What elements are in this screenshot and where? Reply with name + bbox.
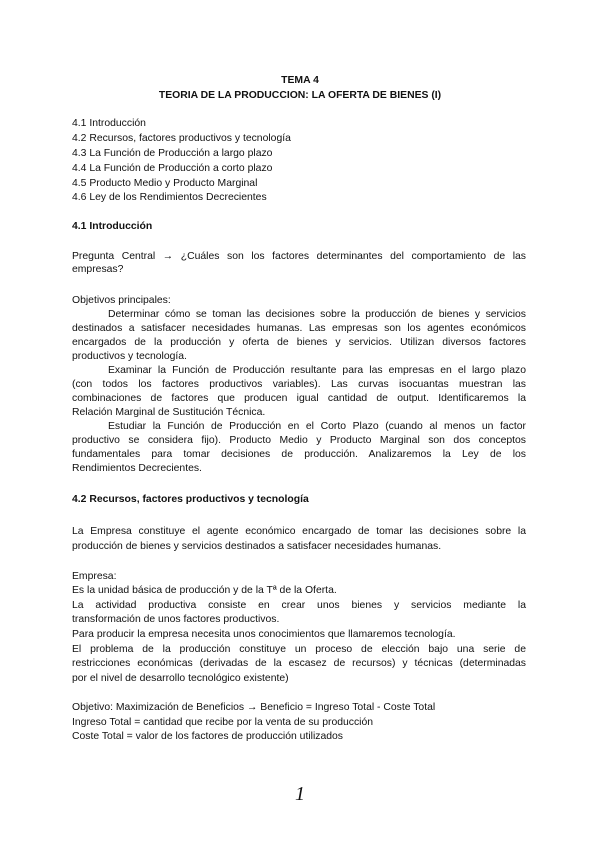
empresa-label: Empresa:	[72, 571, 117, 582]
toc-item: 4.1 Introducción	[72, 118, 146, 129]
empresa-line: La actividad productiva consiste en crear unos bienes y servicios mediante la	[72, 600, 526, 611]
tema-label: TEMA 4	[281, 75, 319, 86]
paragraph-line: (con todos los factores productivos variables). Las curvas isocuantas muestran las	[72, 379, 526, 390]
paragraph-line: Rendimientos Decrecientes.	[72, 463, 202, 474]
empresa-line: Es la unidad básica de producción y de la Tª de la Oferta.	[72, 585, 337, 596]
empresa-line: El problema de la producción constituye un proceso de elección bajo una serie de	[72, 644, 526, 655]
pregunta-line: Pregunta Central → ¿Cuáles son los factores determinantes del comportamiento de las	[72, 251, 526, 262]
objetivo-line: Objetivo: Maximización de Beneficios → Beneficio = Ingreso Total - Coste Total	[72, 702, 436, 713]
empresa-line: por el nivel de desarrollo tecnológico existente)	[72, 673, 289, 684]
paragraph-line: Estudiar la Función de Producción en el Corto Plazo (cuando al menos un factor	[108, 421, 526, 432]
paragraph-line: productivos y tecnología.	[72, 351, 187, 362]
toc-item: 4.4 La Función de Producción a corto plazo	[72, 163, 273, 174]
objetivo-line: Coste Total = valor de los factores de producción utilizados	[72, 731, 343, 742]
paragraph-line: productivo se considera fijo). Producto Medio y Producto Marginal son dos conceptos	[72, 435, 526, 446]
section-heading-recursos: 4.2 Recursos, factores productivos y tecnología	[72, 494, 309, 505]
empresa-def-line: producción de bienes y servicios destinados a satisfacer necesidades humanas.	[72, 541, 442, 552]
paragraph-line: Relación Marginal de Sustitución Técnica.	[72, 407, 266, 418]
page-number: 1	[295, 783, 305, 805]
toc-item: 4.3 La Función de Producción a largo plazo	[72, 148, 273, 159]
empresa-def-line: La Empresa constituye el agente económico encargado de tomar las decisiones sobre la	[72, 526, 526, 537]
toc-item: 4.6 Ley de los Rendimientos Decrecientes	[72, 192, 267, 203]
paragraph-line: Examinar la Función de Producción resultante para las empresas en el largo plazo	[108, 365, 526, 376]
toc-item: 4.5 Producto Medio y Producto Marginal	[72, 178, 258, 189]
pregunta-line: empresas?	[72, 264, 124, 275]
paragraph-line: encargados de la producción y oferta de bienes y servicios. Utilizan diversos factores	[72, 337, 526, 348]
section-heading-intro: 4.1 Introducción	[72, 221, 153, 232]
empresa-line: Para producir la empresa necesita unos conocimientos que llamaremos tecnología.	[72, 629, 456, 640]
toc-item: 4.2 Recursos, factores productivos y tecnología	[72, 133, 291, 144]
objetivos-label: Objetivos principales:	[72, 295, 171, 306]
paragraph-line: fundamentales para tomar decisiones de producción. Analizaremos la Ley de los	[72, 449, 526, 460]
objetivo-line: Ingreso Total = cantidad que recibe por la venta de su producción	[72, 717, 374, 728]
paragraph-line: Determinar cómo se toman las decisiones sobre la producción de bienes y servicios	[108, 309, 526, 320]
document-title: TEORIA DE LA PRODUCCION: LA OFERTA DE BIENES (I)	[158, 90, 442, 101]
empresa-line: transformación de unos factores productivos.	[72, 614, 280, 625]
empresa-line: restricciones económicas (derivadas de la escasez de recursos) y técnicas (determinadas	[72, 658, 526, 669]
paragraph-line: combinaciones de factores que producen igual cantidad de output. Identificaremos la	[72, 393, 526, 404]
paragraph-line: destinados a satisfacer necesidades humanas. Las empresas son los agentes económicos	[72, 323, 526, 334]
